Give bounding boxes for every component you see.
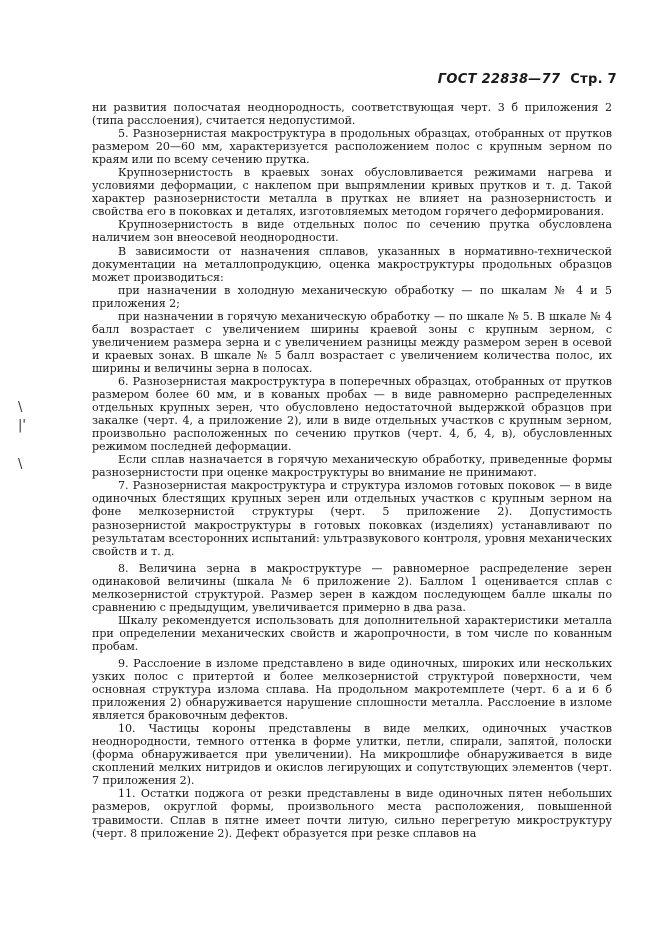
page-number: Стр. 7 [570, 72, 617, 87]
paragraph: при назначении в горячую механическую обработку — по шкале № 5. В шкале № 4 балл возрастает с увеличением ширины краевой зоны с крупным зерном, с увеличением размера зерна и с увеличением разницы между размером зерен в осевой и краевых зонах. В шкале № 5 балл возрастает с увеличением количества полос, их ширины и величины зерна в полосах. [92, 309, 612, 375]
paragraph-item-10: 10. Частицы короны представлены в виде мелких, одиночных участков неоднородности, темного оттенка в форме улитки, петли, спирали, запятой, полоски (форма обнаруживается при увеличении). На микрошлифе обнаруживается в виде скоплений мелких нитридов и окислов легирующих и сопутствующих элементов (черт. 7 приложения 2). [92, 722, 612, 788]
document-body [92, 101, 612, 840]
paragraph-item-7: 7. Разнозернистая макроструктура и структура изломов готовых поковок — в виде одиночных блестящих крупных зерен или отдельных участков с крупным зерном на фоне мелкозернистой структуры (черт. 5 приложение 2). Допустимость разнозернистой макроструктуры в готовых поковках (изделиях) устанавливают по результатам всесторонних испытаний: ультразвукового контроля, уровня механических свойств и т. д. [92, 479, 612, 558]
paragraph-continuation: ни развития полосчатая неоднородность, соответствующая черт. 3 б приложения 2 (типа расслоения), считается недопустимой. [92, 101, 612, 128]
margin-mark: \ [18, 400, 23, 415]
standard-number: ГОСТ 22838—77 [437, 72, 561, 87]
paragraph-item-5: 5. Разнозернистая макроструктура в продольных образцах, отобранных от прутков размером 20—60 мм, характеризуется расположением полос с крупным зерном по краям или по всему сечению прутка. [92, 127, 612, 167]
page-header [438, 72, 617, 87]
paragraph: Если сплав назначается в горячую механическую обработку, приведенные формы разнозернистости при оценке макроструктуры во внимание не принимают. [92, 453, 612, 480]
paragraph: Шкалу рекомендуется использовать для дополнительной характеристики металла при определении механических свойств и жаропрочности, в том числе по кованным пробам. [92, 613, 612, 653]
paragraph: Крупнозернистость в виде отдельных полос по сечению прутка обусловлена наличием зон внеосевой неоднородности. [92, 218, 612, 245]
paragraph: В зависимости от назначения сплавов, указанных в нормативно-технической документации на металлопродукцию, оценка макроструктуры продольных образцов может производиться: [92, 244, 612, 284]
paragraph: при назначении в холодную механическую обработку — по шкалам № 4 и 5 приложения 2; [92, 283, 612, 310]
paragraph-item-11: 11. Остатки поджога от резки представлены в виде одиночных пятен небольших размеров, округлой формы, произвольного места расположения, повышенной травимости. Сплав в пятне имеет почти литую, сильно перегретую микроструктуру (черт. 8 приложение 2). Дефект образуется при резке сплавов на [92, 787, 612, 840]
margin-mark: \ [18, 457, 23, 472]
paragraph-item-6: 6. Разнозернистая макроструктура в поперечных образцах, отобранных от прутков размером более 60 мм, и в кованых пробах — в виде равномерно распределенных отдельных крупных зерен, что обусловлено недостаточной выдержкой образцов при закалке (черт. 4, а приложение 2), или в виде отдельных участков с крупным зерном, произвольно расположенных по сечению прутков (черт. 4, б, 4, в), обусловленных режимом последней деформации. [92, 374, 612, 454]
paragraph-item-9: 9. Расслоение в изломе представлено в виде одиночных, широких или нескольких узких полос с притертой и более мелкозернистой структурой поверхности, чем основная структура излома сплава. На продольном макротемплете (черт. 6 а и 6 б приложения 2) обнаруживается нарушение сплошности металла. Расслоение в изломе является браковочным дефектов. [92, 656, 612, 723]
margin-mark: |' [18, 418, 26, 433]
paragraph-item-8: 8. Величина зерна в макроструктуре — равномерное распределение зерен одинаковой величины (шкала № 6 приложение 2). Баллом 1 оценивается сплав с мелкозернистой структурой. Размер зерен в каждом последующем балле шкалы по сравнению с предыдущим, увеличивается примерно в два раза. [92, 561, 612, 614]
paragraph: Крупнозернистость в краевых зонах обусловливается режимами нагрева и условиями деформации, с наклепом при выпрямлении кривых прутков и т. д. Такой характер разнозернистости металла в прутках не влияет на разнозернистость и свойства его в поковках и деталях, изготовляемых методом горячего деформирования. [92, 166, 612, 219]
